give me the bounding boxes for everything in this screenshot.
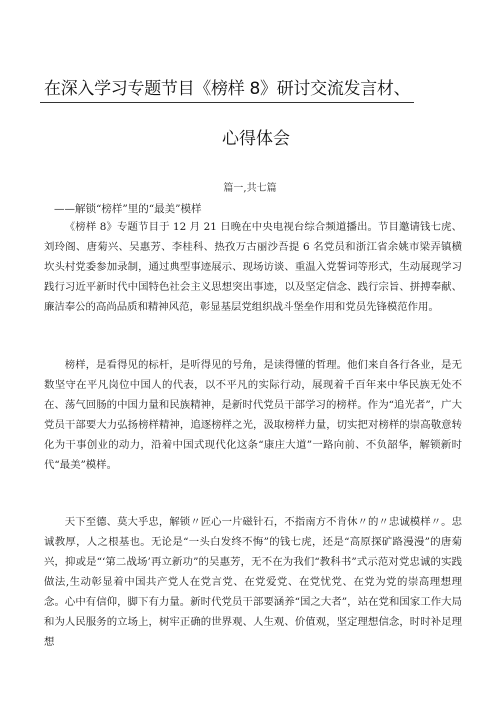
paragraph-3: 天下至德、莫大乎忠，解锁〃匠心一片磁针石，不指南方不肯休〃的〃忠诚模样〃。忠诚教厚，人之根基也。无论是“一头白发终不悔”的钱七虎，还是“高原探矿路漫漫”的唐菊兴，抑或是“‘第二战场’再立新功”的吴惠芳，无不在为我们“教科书”式示范对党忠诚的实践做法,生动彰显着中国共产党人在党言党、在党爱党、在党忧党、在党为党的崇高理想理念。心中有信仰，脚下有力量。新时代党员干部要涵养“国之大者”，站在党和国家工作大局和为人民服务的立场上，树牢正确的世界观、人生观、价值观，坚定理想信念，时时补足理想 xyxy=(44,516,462,648)
title-underline xyxy=(40,102,414,103)
paragraph-1: 《榜样 8》专题节目于 12 月 21 日晚在中央电视台综合频道播出。节目邀请钱七虎、刘玲阁、唐菊兴、吴惠芳、李桂科、热孜万古丽沙吾提 6 名党员和浙江省余姚市梁弄镇横坎头村党委参加录制，通过典型事迹展示、现场访谈、重温入党誓词等形式，生动展现学习践行习近平新时代中国特色社会主义思想突出事迹，以及坚定信念、践行宗旨、拼搏奉献、廉洁奉公的高尚品质和精神风范，彰显基层党组织战斗堡垒作用和党员先锋模范作用。 xyxy=(44,221,462,313)
document-title-line2: 心得体会 xyxy=(222,129,290,149)
paragraph-2: 榜样，是看得见的标杆，是听得见的号角，是读得懂的哲理。他们来自各行各业，是无数坚守在平凡岗位中国人的代表，以不平凡的实际行动，展现着千百年来中华民族无处不在、荡气回肠的中国力量和民族精神，是新时代党员干部学习的榜样。作为“追光者”，广大党员干部要大力弘扬榜样精神，追逐榜样之光，汲取榜样力量，切实把对榜样的崇高敬意转化为干事创业的动力，沿着中国式现代化这条“康庄大道”一路向前、不负韶华，解锁新时代“最美”模样。 xyxy=(44,359,462,471)
section-tagline: ——解锁“榜样”里的“最美”模样 xyxy=(54,203,202,215)
document-title-line1: 在深入学习专题节目《榜样 8》研讨交流发言材、 xyxy=(44,79,411,99)
section-subhead: 篇一,共七篇 xyxy=(223,183,277,194)
